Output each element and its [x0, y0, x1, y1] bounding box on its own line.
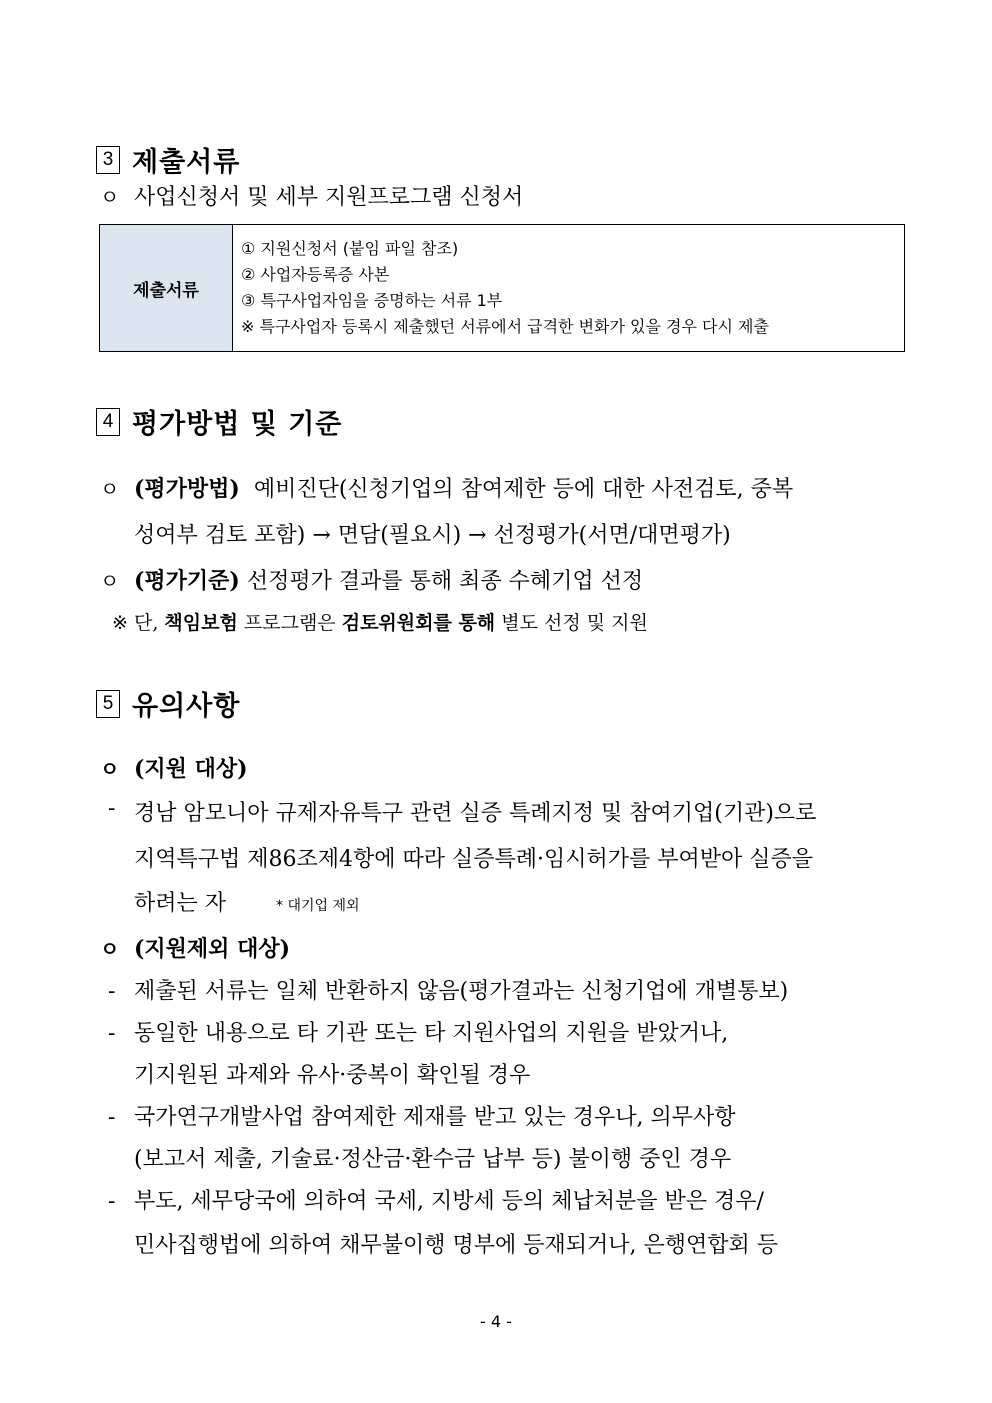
section-4-number: 4 — [96, 408, 120, 436]
document-item: ③ 특구사업자임을 증명하는 서류 1부 — [241, 291, 503, 310]
document-item: ② 사업자등록증 사본 — [241, 265, 390, 284]
dash-icon: - — [108, 796, 116, 821]
section-5-title: 유의사항 — [132, 691, 241, 722]
dash-icon: - — [108, 979, 116, 1004]
note-bold-committee: 검토위원회를 통해 — [341, 612, 496, 634]
documents-table-label: 제출서류 — [100, 225, 233, 352]
exclusion-item-cont: 민사집행법에 의하여 채무불이행 명부에 등재되거나, 은행연합회 등 — [134, 1233, 779, 1258]
section-3-heading — [96, 140, 240, 179]
target-footnote: * 대기업 제외 — [276, 898, 360, 914]
eval-method-line1 — [100, 472, 898, 503]
note-bold-insurance: 책임보험 — [164, 612, 238, 634]
eval-method-label: (평가방법) — [134, 476, 240, 502]
bullet-icon: ㅇ — [100, 937, 120, 961]
eval-method-line2: 성여부 검토 포함) → 면담(필요시) → 선정평가(서면/대면평가) — [134, 523, 731, 548]
target-line2: 지역특구법 제86조제4항에 따라 실증특례·임시허가를 부여받아 실증을 — [134, 847, 814, 872]
dash-icon: - — [108, 1021, 116, 1046]
exclusion-item-cont: 기지원된 과제와 유사·중복이 확인될 경우 — [134, 1063, 531, 1088]
document-item: ① 지원신청서 (붙임 파일 참조) — [241, 239, 459, 258]
eval-note: ※ 단, 책임보험 프로그램은 검토위원회를 통해 별도 선정 및 지원 — [112, 612, 648, 634]
bullet-icon: ㅇ — [100, 569, 120, 593]
documents-table-items — [233, 225, 905, 352]
exclusion-item: - 부도, 세무당국에 의하여 국세, 지방세 등의 체납처분을 받은 경우/ — [108, 1189, 764, 1214]
section-3-line: ㅇ 사업신청서 및 세부 지원프로그램 신청서 — [100, 180, 523, 211]
section-4-heading — [96, 402, 342, 441]
section-5-heading — [96, 684, 240, 723]
section-3-number: 3 — [96, 146, 120, 174]
bullet-icon: ㅇ — [100, 757, 120, 781]
page-number: - 4 - — [480, 1312, 512, 1331]
section-5-number: 5 — [96, 690, 120, 718]
exclusion-item-cont: (보고서 제출, 기술료·정산금·환수금 납부 등) 불이행 중인 경우 — [134, 1147, 732, 1172]
eval-method-text: 예비진단(신청기업의 참여제한 등에 대한 사전검토, 중복 — [253, 477, 794, 502]
eval-criteria-label: (평가기준) — [134, 568, 240, 594]
note-mark: ※ — [112, 612, 128, 634]
bullet-icon: ㅇ — [100, 185, 120, 209]
support-target-heading: ㅇ (지원 대상) — [100, 752, 248, 783]
dash-icon: - — [108, 1189, 116, 1214]
target-line1: - 경남 암모니아 규제자유특구 관련 실증 특례지정 및 참여기업(기관)으로 — [108, 796, 817, 826]
dash-icon: - — [108, 1105, 116, 1130]
exclusion-item: - 동일한 내용으로 타 기관 또는 타 지원사업의 지원을 받았거나, — [108, 1021, 729, 1046]
target-line3: 하려는 자 * 대기업 제외 — [134, 891, 360, 916]
exclusion-heading: ㅇ (지원제외 대상) — [100, 932, 290, 963]
bullet-icon: ㅇ — [100, 477, 120, 501]
exclusion-item: - 제출된 서류는 일체 반환하지 않음(평가결과는 신청기업에 개별통보) — [108, 979, 789, 1004]
section-4-title: 평가방법 및 기준 — [132, 409, 343, 440]
document-item-note: ※ 특구사업자 등록시 제출했던 서류에서 급격한 변화가 있을 경우 다시 제출 — [241, 317, 769, 336]
exclusion-item: - 국가연구개발사업 참여제한 제재를 받고 있는 경우나, 의무사항 — [108, 1105, 736, 1130]
eval-criteria-line — [100, 564, 643, 595]
section-3-title: 제출서류 — [132, 147, 241, 178]
documents-table — [99, 224, 905, 352]
eval-criteria-text: 선정평가 결과를 통해 최종 수혜기업 선정 — [246, 569, 644, 594]
